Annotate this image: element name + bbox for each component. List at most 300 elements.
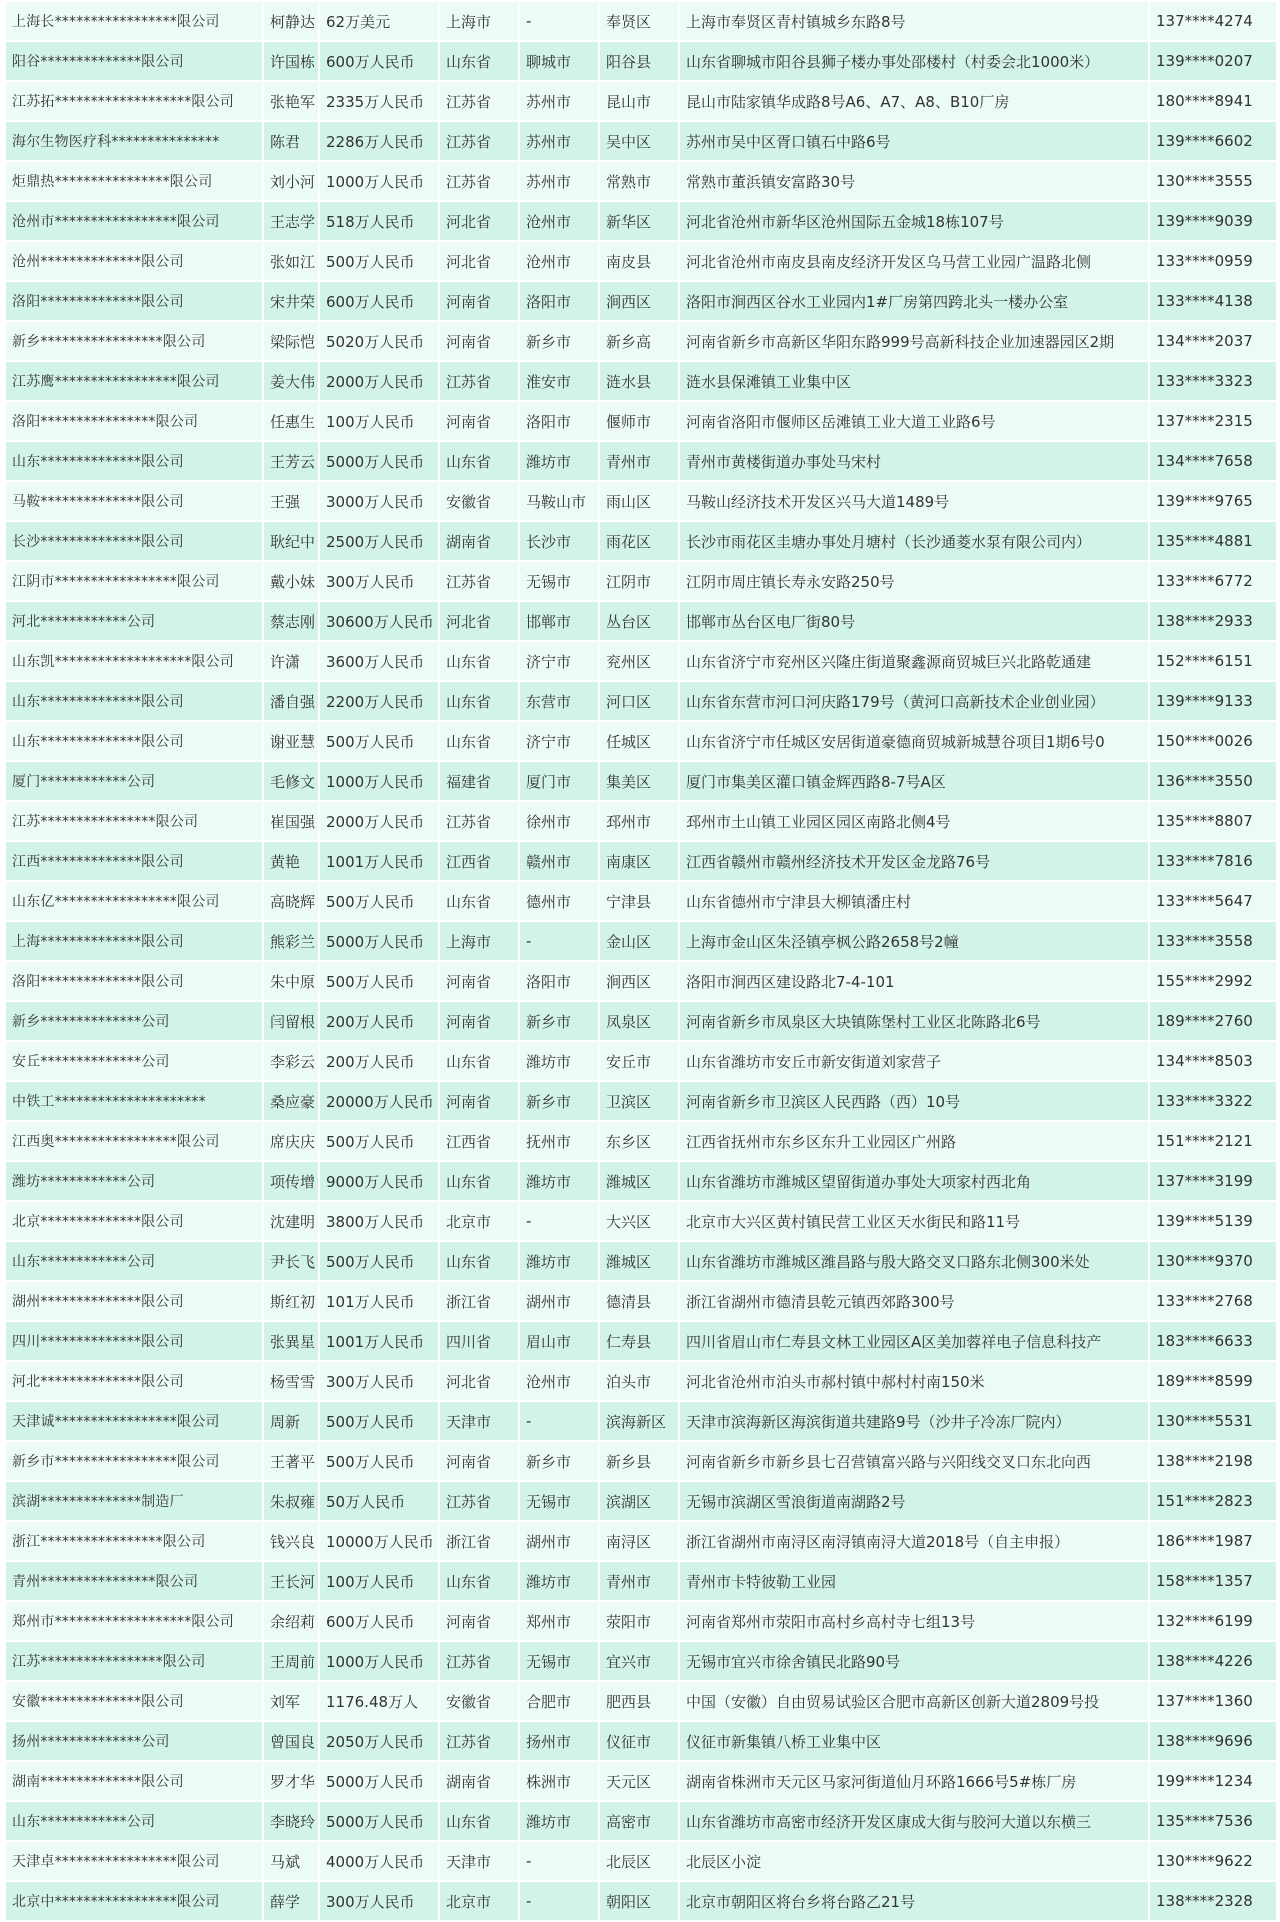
registered-capital-cell: 1001万人民币: [319, 841, 439, 881]
address-cell: 天津市滨海新区海滨街道共建路9号（沙井子冷冻厂院内）: [679, 1401, 1149, 1441]
legal-rep-cell: 周新: [263, 1401, 319, 1441]
district-cell: 仁寿县: [599, 1321, 679, 1361]
address-cell: 苏州市吴中区胥口镇石中路6号: [679, 121, 1149, 161]
company-name-cell: 洛阳**************限公司: [5, 961, 263, 1001]
province-cell: 河南省: [439, 1441, 519, 1481]
address-cell: 青州市卡特彼勒工业园: [679, 1561, 1149, 1601]
address-cell: 长沙市雨花区圭塘办事处月塘村（长沙通菱水泵有限公司内）: [679, 521, 1149, 561]
city-cell: 沧州市: [519, 201, 599, 241]
address-cell: 山东省聊城市阳谷县狮子楼办事处邵楼村（村委会北1000米）: [679, 41, 1149, 81]
company-name-cell: 江苏****************限公司: [5, 801, 263, 841]
company-name-cell: 扬州**************公司: [5, 1721, 263, 1761]
company-name-cell: 天津诚*****************限公司: [5, 1401, 263, 1441]
district-cell: 任城区: [599, 721, 679, 761]
company-name-cell: 潍坊************公司: [5, 1161, 263, 1201]
company-name-cell: 河北************公司: [5, 601, 263, 641]
legal-rep-cell: 薛学: [263, 1881, 319, 1921]
table-row: [5, 281, 1277, 321]
province-cell: 江苏省: [439, 561, 519, 601]
district-cell: 常熟市: [599, 161, 679, 201]
legal-rep-cell: 尹长飞: [263, 1241, 319, 1281]
district-cell: 兖州区: [599, 641, 679, 681]
company-name-cell: 四川**************限公司: [5, 1321, 263, 1361]
registered-capital-cell: 2200万人民币: [319, 681, 439, 721]
registered-capital-cell: 5000万人民币: [319, 1761, 439, 1801]
province-cell: 天津市: [439, 1841, 519, 1881]
phone-cell: 134****8503: [1149, 1041, 1277, 1081]
table-row: [5, 1001, 1277, 1041]
address-cell: 江西省赣州市赣州经济技术开发区金龙路76号: [679, 841, 1149, 881]
table-row: [5, 1241, 1277, 1281]
city-cell: 眉山市: [519, 1321, 599, 1361]
province-cell: 河南省: [439, 961, 519, 1001]
company-name-cell: 山东**************限公司: [5, 721, 263, 761]
phone-cell: 133****0959: [1149, 241, 1277, 281]
legal-rep-cell: 刘军: [263, 1681, 319, 1721]
province-cell: 江西省: [439, 1121, 519, 1161]
address-cell: 山东省潍坊市安丘市新安街道刘家营子: [679, 1041, 1149, 1081]
province-cell: 安徽省: [439, 1681, 519, 1721]
address-cell: 山东省东营市河口河庆路179号（黄河口高新技术企业创业园）: [679, 681, 1149, 721]
registered-capital-cell: 300万人民币: [319, 561, 439, 601]
table-row: [5, 761, 1277, 801]
table-row: [5, 1881, 1277, 1921]
city-cell: 郑州市: [519, 1601, 599, 1641]
registered-capital-cell: 10000万人民币: [319, 1521, 439, 1561]
table-row: [5, 1041, 1277, 1081]
legal-rep-cell: 潘自强: [263, 681, 319, 721]
company-name-cell: 郑州市*******************限公司: [5, 1601, 263, 1641]
address-cell: 青州市黄楼街道办事处马宋村: [679, 441, 1149, 481]
company-name-cell: 湖南**************限公司: [5, 1761, 263, 1801]
address-cell: 邯郸市丛台区电厂街80号: [679, 601, 1149, 641]
phone-cell: 130****9622: [1149, 1841, 1277, 1881]
city-cell: 合肥市: [519, 1681, 599, 1721]
province-cell: 江苏省: [439, 1641, 519, 1681]
phone-cell: 133****2768: [1149, 1281, 1277, 1321]
table-row: [5, 841, 1277, 881]
phone-cell: 133****4138: [1149, 281, 1277, 321]
legal-rep-cell: 王强: [263, 481, 319, 521]
province-cell: 江苏省: [439, 161, 519, 201]
district-cell: 南浔区: [599, 1521, 679, 1561]
province-cell: 山东省: [439, 1161, 519, 1201]
legal-rep-cell: 王著平: [263, 1441, 319, 1481]
table-row: [5, 241, 1277, 281]
registered-capital-cell: 50万人民币: [319, 1481, 439, 1521]
company-name-cell: 马鞍**************限公司: [5, 481, 263, 521]
city-cell: -: [519, 1401, 599, 1441]
phone-cell: 133****5647: [1149, 881, 1277, 921]
phone-cell: 130****3555: [1149, 161, 1277, 201]
table-row: [5, 721, 1277, 761]
table-row: [5, 1361, 1277, 1401]
province-cell: 河南省: [439, 1001, 519, 1041]
province-cell: 山东省: [439, 441, 519, 481]
address-cell: 江西省抚州市东乡区东升工业园区广州路: [679, 1121, 1149, 1161]
district-cell: 高密市: [599, 1801, 679, 1841]
district-cell: 南康区: [599, 841, 679, 881]
district-cell: 偃师市: [599, 401, 679, 441]
registered-capital-cell: 5000万人民币: [319, 921, 439, 961]
legal-rep-cell: 许潇: [263, 641, 319, 681]
city-cell: 洛阳市: [519, 281, 599, 321]
district-cell: 卫滨区: [599, 1081, 679, 1121]
registered-capital-cell: 100万人民币: [319, 1561, 439, 1601]
legal-rep-cell: 钱兴良: [263, 1521, 319, 1561]
phone-cell: 133****7816: [1149, 841, 1277, 881]
province-cell: 浙江省: [439, 1281, 519, 1321]
phone-cell: 137****1360: [1149, 1681, 1277, 1721]
district-cell: 大兴区: [599, 1201, 679, 1241]
company-name-cell: 阳谷**************限公司: [5, 41, 263, 81]
address-cell: 无锡市宜兴市徐舍镇民北路90号: [679, 1641, 1149, 1681]
phone-cell: 133****6772: [1149, 561, 1277, 601]
province-cell: 山东省: [439, 1241, 519, 1281]
legal-rep-cell: 马斌: [263, 1841, 319, 1881]
phone-cell: 138****9696: [1149, 1721, 1277, 1761]
city-cell: 济宁市: [519, 721, 599, 761]
city-cell: 潍坊市: [519, 1161, 599, 1201]
company-name-cell: 海尔生物医疗科***************: [5, 121, 263, 161]
legal-rep-cell: 宋井荣: [263, 281, 319, 321]
legal-rep-cell: 谢亚慧: [263, 721, 319, 761]
address-cell: 无锡市滨湖区雪浪街道南湖路2号: [679, 1481, 1149, 1521]
company-name-cell: 天津卓*****************限公司: [5, 1841, 263, 1881]
district-cell: 朝阳区: [599, 1881, 679, 1921]
phone-cell: 139****9133: [1149, 681, 1277, 721]
legal-rep-cell: 朱中原: [263, 961, 319, 1001]
legal-rep-cell: 李彩云: [263, 1041, 319, 1081]
province-cell: 河北省: [439, 201, 519, 241]
district-cell: 新乡高: [599, 321, 679, 361]
table-row: [5, 361, 1277, 401]
province-cell: 浙江省: [439, 1521, 519, 1561]
province-cell: 江西省: [439, 841, 519, 881]
phone-cell: 158****1357: [1149, 1561, 1277, 1601]
phone-cell: 139****6602: [1149, 121, 1277, 161]
registered-capital-cell: 500万人民币: [319, 961, 439, 1001]
company-name-cell: 湖州**************限公司: [5, 1281, 263, 1321]
city-cell: 无锡市: [519, 1641, 599, 1681]
city-cell: 新乡市: [519, 321, 599, 361]
address-cell: 浙江省湖州市德清县乾元镇西郊路300号: [679, 1281, 1149, 1321]
table-row: [5, 1521, 1277, 1561]
province-cell: 上海市: [439, 1, 519, 41]
address-cell: 四川省眉山市仁寿县文林工业园区A区美加蓉祥电子信息科技产: [679, 1321, 1149, 1361]
registered-capital-cell: 101万人民币: [319, 1281, 439, 1321]
city-cell: 长沙市: [519, 521, 599, 561]
province-cell: 山东省: [439, 681, 519, 721]
city-cell: 潍坊市: [519, 1561, 599, 1601]
registered-capital-cell: 2050万人民币: [319, 1721, 439, 1761]
legal-rep-cell: 熊彩兰: [263, 921, 319, 961]
company-table: [4, 0, 1278, 1922]
legal-rep-cell: 陈君: [263, 121, 319, 161]
city-cell: 新乡市: [519, 1441, 599, 1481]
phone-cell: 130****5531: [1149, 1401, 1277, 1441]
registered-capital-cell: 1000万人民币: [319, 761, 439, 801]
district-cell: 涟水县: [599, 361, 679, 401]
table-row: [5, 1281, 1277, 1321]
city-cell: 扬州市: [519, 1721, 599, 1761]
registered-capital-cell: 9000万人民币: [319, 1161, 439, 1201]
phone-cell: 133****3322: [1149, 1081, 1277, 1121]
city-cell: 厦门市: [519, 761, 599, 801]
legal-rep-cell: 戴小妹: [263, 561, 319, 601]
address-cell: 北辰区小淀: [679, 1841, 1149, 1881]
registered-capital-cell: 2000万人民币: [319, 801, 439, 841]
table-row: [5, 521, 1277, 561]
address-cell: 洛阳市涧西区谷水工业园内1#厂房第四跨北头一楼办公室: [679, 281, 1149, 321]
city-cell: 苏州市: [519, 121, 599, 161]
city-cell: 洛阳市: [519, 961, 599, 1001]
district-cell: 吴中区: [599, 121, 679, 161]
city-cell: 沧州市: [519, 241, 599, 281]
address-cell: 上海市奉贤区青村镇城乡东路8号: [679, 1, 1149, 41]
legal-rep-cell: 张異星: [263, 1321, 319, 1361]
table-row: [5, 1321, 1277, 1361]
company-name-cell: 新乡**************公司: [5, 1001, 263, 1041]
phone-cell: 130****9370: [1149, 1241, 1277, 1281]
registered-capital-cell: 300万人民币: [319, 1881, 439, 1921]
district-cell: 东乡区: [599, 1121, 679, 1161]
address-cell: 仪征市新集镇八桥工业集中区: [679, 1721, 1149, 1761]
city-cell: 潍坊市: [519, 1801, 599, 1841]
legal-rep-cell: 黄艳: [263, 841, 319, 881]
company-name-cell: 江阴市*****************限公司: [5, 561, 263, 601]
city-cell: 新乡市: [519, 1081, 599, 1121]
registered-capital-cell: 300万人民币: [319, 1361, 439, 1401]
registered-capital-cell: 1176.48万人: [319, 1681, 439, 1721]
legal-rep-cell: 耿纪中: [263, 521, 319, 561]
company-name-cell: 洛阳**************限公司: [5, 281, 263, 321]
legal-rep-cell: 刘小河: [263, 161, 319, 201]
province-cell: 安徽省: [439, 481, 519, 521]
table-row: [5, 441, 1277, 481]
province-cell: 河北省: [439, 241, 519, 281]
legal-rep-cell: 毛修文: [263, 761, 319, 801]
phone-cell: 137****2315: [1149, 401, 1277, 441]
district-cell: 青州市: [599, 441, 679, 481]
table-row: [5, 1081, 1277, 1121]
legal-rep-cell: 任惠生: [263, 401, 319, 441]
province-cell: 河北省: [439, 1361, 519, 1401]
district-cell: 滨海新区: [599, 1401, 679, 1441]
phone-cell: 133****3323: [1149, 361, 1277, 401]
district-cell: 宁津县: [599, 881, 679, 921]
table-row: [5, 1481, 1277, 1521]
legal-rep-cell: 李晓玲: [263, 1801, 319, 1841]
registered-capital-cell: 1001万人民币: [319, 1321, 439, 1361]
registered-capital-cell: 5000万人民币: [319, 1801, 439, 1841]
phone-cell: 139****0207: [1149, 41, 1277, 81]
district-cell: 新华区: [599, 201, 679, 241]
table-row: [5, 1801, 1277, 1841]
province-cell: 江苏省: [439, 121, 519, 161]
address-cell: 湖南省株洲市天元区马家河街道仙月环路1666号5#栋厂房: [679, 1761, 1149, 1801]
city-cell: 潍坊市: [519, 1041, 599, 1081]
address-cell: 河南省新乡市高新区华阳东路999号高新科技企业加速器园区2期: [679, 321, 1149, 361]
registered-capital-cell: 200万人民币: [319, 1001, 439, 1041]
address-cell: 北京市朝阳区将台乡将台路乙21号: [679, 1881, 1149, 1921]
district-cell: 涧西区: [599, 281, 679, 321]
province-cell: 上海市: [439, 921, 519, 961]
legal-rep-cell: 朱叔雍: [263, 1481, 319, 1521]
phone-cell: 151****2121: [1149, 1121, 1277, 1161]
district-cell: 南皮县: [599, 241, 679, 281]
district-cell: 滨湖区: [599, 1481, 679, 1521]
province-cell: 河南省: [439, 1081, 519, 1121]
city-cell: 沧州市: [519, 1361, 599, 1401]
table-row: [5, 1681, 1277, 1721]
city-cell: 新乡市: [519, 1001, 599, 1041]
province-cell: 河南省: [439, 281, 519, 321]
table-row: [5, 401, 1277, 441]
table-row: [5, 1121, 1277, 1161]
district-cell: 北辰区: [599, 1841, 679, 1881]
registered-capital-cell: 4000万人民币: [319, 1841, 439, 1881]
legal-rep-cell: 沈建明: [263, 1201, 319, 1241]
company-name-cell: 河北**************限公司: [5, 1361, 263, 1401]
registered-capital-cell: 500万人民币: [319, 1441, 439, 1481]
registered-capital-cell: 500万人民币: [319, 1121, 439, 1161]
table-row: [5, 1401, 1277, 1441]
province-cell: 江苏省: [439, 81, 519, 121]
table-row: [5, 1761, 1277, 1801]
city-cell: 济宁市: [519, 641, 599, 681]
district-cell: 荥阳市: [599, 1601, 679, 1641]
district-cell: 新乡县: [599, 1441, 679, 1481]
phone-cell: 189****8599: [1149, 1361, 1277, 1401]
company-name-cell: 北京中*****************限公司: [5, 1881, 263, 1921]
table-row: [5, 41, 1277, 81]
legal-rep-cell: 余绍莉: [263, 1601, 319, 1641]
phone-cell: 152****6151: [1149, 641, 1277, 681]
company-name-cell: 青州****************限公司: [5, 1561, 263, 1601]
legal-rep-cell: 王芳云: [263, 441, 319, 481]
company-name-cell: 厦门************公司: [5, 761, 263, 801]
registered-capital-cell: 3600万人民币: [319, 641, 439, 681]
phone-cell: 139****9039: [1149, 201, 1277, 241]
district-cell: 江阴市: [599, 561, 679, 601]
city-cell: 东营市: [519, 681, 599, 721]
registered-capital-cell: 2335万人民币: [319, 81, 439, 121]
table-row: [5, 1641, 1277, 1681]
phone-cell: 137****3199: [1149, 1161, 1277, 1201]
registered-capital-cell: 3000万人民币: [319, 481, 439, 521]
district-cell: 邳州市: [599, 801, 679, 841]
table-row: [5, 1201, 1277, 1241]
registered-capital-cell: 500万人民币: [319, 1401, 439, 1441]
district-cell: 金山区: [599, 921, 679, 961]
table-row: [5, 921, 1277, 961]
city-cell: 聊城市: [519, 41, 599, 81]
phone-cell: 199****1234: [1149, 1761, 1277, 1801]
table-row: [5, 601, 1277, 641]
province-cell: 湖南省: [439, 521, 519, 561]
district-cell: 潍城区: [599, 1241, 679, 1281]
registered-capital-cell: 500万人民币: [319, 721, 439, 761]
phone-cell: 186****1987: [1149, 1521, 1277, 1561]
district-cell: 奉贤区: [599, 1, 679, 41]
phone-cell: 138****2198: [1149, 1441, 1277, 1481]
province-cell: 河南省: [439, 1601, 519, 1641]
district-cell: 丛台区: [599, 601, 679, 641]
city-cell: 湖州市: [519, 1521, 599, 1561]
registered-capital-cell: 500万人民币: [319, 881, 439, 921]
company-name-cell: 江苏*****************限公司: [5, 1641, 263, 1681]
registered-capital-cell: 518万人民币: [319, 201, 439, 241]
province-cell: 河南省: [439, 321, 519, 361]
city-cell: 赣州市: [519, 841, 599, 881]
address-cell: 厦门市集美区灌口镇金辉西路8-7号A区: [679, 761, 1149, 801]
legal-rep-cell: 杨雪雪: [263, 1361, 319, 1401]
district-cell: 昆山市: [599, 81, 679, 121]
legal-rep-cell: 闫留根: [263, 1001, 319, 1041]
phone-cell: 134****2037: [1149, 321, 1277, 361]
registered-capital-cell: 3800万人民币: [319, 1201, 439, 1241]
city-cell: 潍坊市: [519, 1241, 599, 1281]
city-cell: -: [519, 1201, 599, 1241]
province-cell: 河北省: [439, 601, 519, 641]
city-cell: 株洲市: [519, 1761, 599, 1801]
city-cell: 抚州市: [519, 1121, 599, 1161]
province-cell: 山东省: [439, 1041, 519, 1081]
legal-rep-cell: 罗才华: [263, 1761, 319, 1801]
registered-capital-cell: 500万人民币: [319, 1241, 439, 1281]
address-cell: 涟水县保滩镇工业集中区: [679, 361, 1149, 401]
city-cell: -: [519, 921, 599, 961]
registered-capital-cell: 1000万人民币: [319, 161, 439, 201]
address-cell: 山东省济宁市任城区安居街道豪德商贸城新城慧谷项目1期6号0: [679, 721, 1149, 761]
company-name-cell: 山东亿*****************限公司: [5, 881, 263, 921]
district-cell: 阳谷县: [599, 41, 679, 81]
registered-capital-cell: 500万人民币: [319, 241, 439, 281]
province-cell: 河南省: [439, 401, 519, 441]
address-cell: 上海市金山区朱泾镇亭枫公路2658号2幢: [679, 921, 1149, 961]
legal-rep-cell: 席庆庆: [263, 1121, 319, 1161]
table-row: [5, 161, 1277, 201]
company-name-cell: 长沙**************限公司: [5, 521, 263, 561]
registered-capital-cell: 5000万人民币: [319, 441, 439, 481]
registered-capital-cell: 200万人民币: [319, 1041, 439, 1081]
city-cell: -: [519, 1841, 599, 1881]
district-cell: 泊头市: [599, 1361, 679, 1401]
company-name-cell: 中铁工*********************: [5, 1081, 263, 1121]
legal-rep-cell: 柯静达: [263, 1, 319, 41]
company-table-body: [5, 1, 1277, 1921]
company-name-cell: 江苏拓*******************限公司: [5, 81, 263, 121]
province-cell: 湖南省: [439, 1761, 519, 1801]
address-cell: 马鞍山经济技术开发区兴马大道1489号: [679, 481, 1149, 521]
city-cell: 洛阳市: [519, 401, 599, 441]
district-cell: 仪征市: [599, 1721, 679, 1761]
company-name-cell: 上海长*****************限公司: [5, 1, 263, 41]
table-row: [5, 961, 1277, 1001]
company-name-cell: 山东**************限公司: [5, 441, 263, 481]
table-row: [5, 321, 1277, 361]
table-row: [5, 1, 1277, 41]
company-name-cell: 沧州**************限公司: [5, 241, 263, 281]
phone-cell: 189****2760: [1149, 1001, 1277, 1041]
district-cell: 凤泉区: [599, 1001, 679, 1041]
address-cell: 河南省郑州市荥阳市高村乡高村寺七组13号: [679, 1601, 1149, 1641]
phone-cell: 135****8807: [1149, 801, 1277, 841]
company-name-cell: 山东************公司: [5, 1801, 263, 1841]
city-cell: 潍坊市: [519, 441, 599, 481]
legal-rep-cell: 许国栋: [263, 41, 319, 81]
